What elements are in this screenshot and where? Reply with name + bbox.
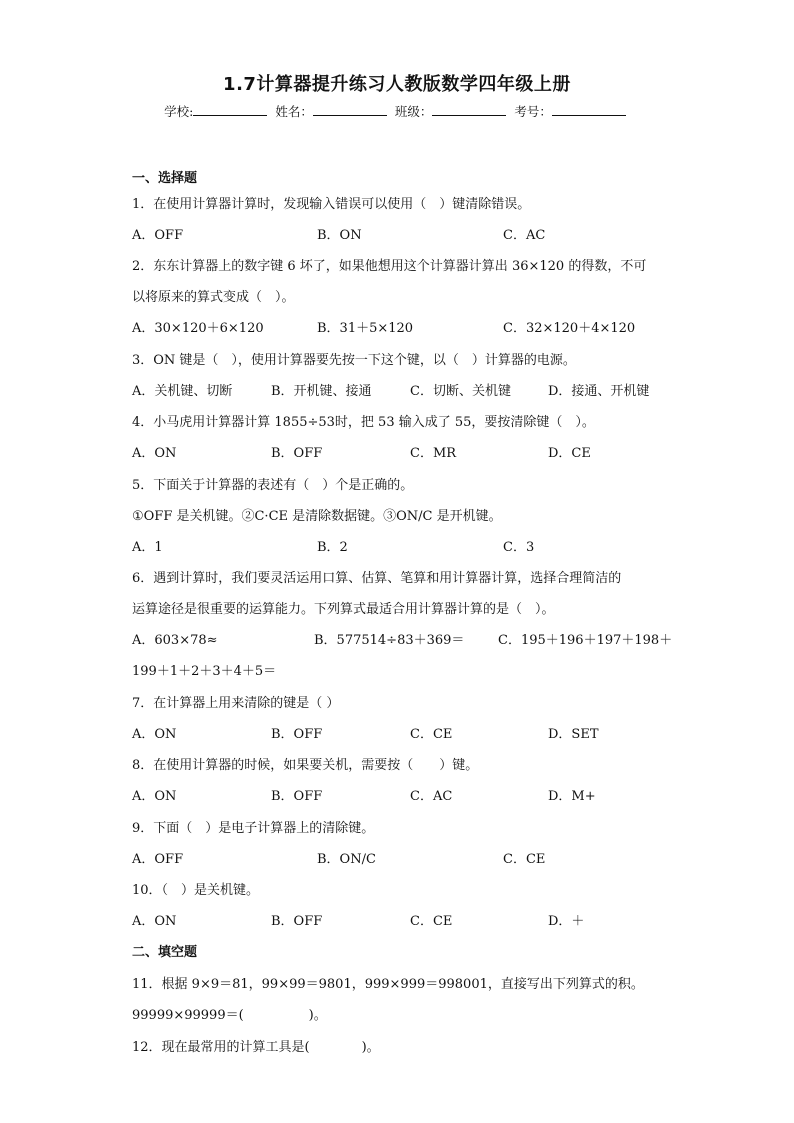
- question-stem: 7．在计算器上用来清除的键是（ ）: [132, 696, 340, 711]
- option-c[interactable]: C．CE: [410, 727, 453, 742]
- option-a[interactable]: A．OFF: [132, 228, 184, 243]
- question-stem: 11．根据 9×9＝81，99×99＝9801，999×999＝998001，直接写出下列算式的积。: [132, 977, 644, 992]
- exam-number-label: 考号：: [514, 104, 552, 119]
- fill-in-blank[interactable]: 99999×99999＝( )。: [132, 1008, 327, 1023]
- option-c[interactable]: C．32×120＋4×120: [503, 321, 636, 336]
- school-label: 学校:: [164, 104, 194, 119]
- name-blank[interactable]: [313, 103, 387, 116]
- option-c[interactable]: C．切断、关机键: [410, 384, 511, 399]
- student-info-row: [0, 102, 794, 120]
- question-statements: ①OFF 是关机键。②C·CE 是清除数据键。③ON/C 是开机键。: [132, 509, 502, 524]
- option-b[interactable]: B．OFF: [271, 914, 323, 929]
- school-blank[interactable]: [193, 103, 267, 116]
- question-stem: 4．小马虎用计算器计算 1855÷53时，把 53 输入成了 55，要按清除键（ ）。: [132, 415, 595, 430]
- option-a[interactable]: A．OFF: [132, 852, 184, 867]
- option-a[interactable]: A．603×78≈: [132, 633, 218, 648]
- option-b[interactable]: B．OFF: [271, 727, 323, 742]
- section-heading-choice: 一、选择题: [132, 171, 198, 186]
- option-row: [132, 380, 672, 398]
- question-stem: 1．在使用计算器计算时，发现输入错误可以使用（ ）键清除错误。: [132, 197, 531, 212]
- option-b[interactable]: B．ON/C: [317, 852, 376, 867]
- option-d[interactable]: D．＋: [548, 914, 585, 929]
- option-row: [132, 536, 672, 554]
- question-stem: 9．下面（ ）是电子计算器上的清除键。: [132, 821, 375, 836]
- option-row: [132, 317, 672, 335]
- question-stem-continued: 以将原来的算式变成（ ）。: [132, 290, 295, 305]
- option-b[interactable]: B．31＋5×120: [317, 321, 414, 336]
- question-stem: 5．下面关于计算器的表述有（ ）个是正确的。: [132, 478, 414, 493]
- option-b[interactable]: B．577514÷83＋369＝: [314, 633, 465, 648]
- option-b[interactable]: B．开机键、接通: [271, 384, 372, 399]
- question-stem: 3．ON 键是（ ），使用计算器要先按一下这个键，以（ ）计算器的电源。: [132, 353, 576, 368]
- option-c[interactable]: C．MR: [410, 446, 457, 461]
- option-a[interactable]: A．ON: [132, 446, 177, 461]
- option-d[interactable]: D．M+: [548, 789, 596, 804]
- page-title: 1.7计算器提升练习人教版数学四年级上册: [223, 74, 571, 95]
- option-a[interactable]: A．ON: [132, 789, 177, 804]
- option-b[interactable]: B．2: [317, 540, 348, 555]
- option-a[interactable]: A．关机键、切断: [132, 384, 233, 399]
- option-row: [132, 785, 672, 803]
- question-stem: 10．（ ）是关机键。: [132, 883, 260, 898]
- question-stem[interactable]: 12．现在最常用的计算工具是( )。: [132, 1040, 380, 1055]
- option-d[interactable]: D．接通、开机键: [548, 384, 650, 399]
- option-c[interactable]: C．CE: [503, 852, 546, 867]
- option-c[interactable]: C．3: [503, 540, 535, 555]
- option-b[interactable]: B．ON: [317, 228, 362, 243]
- option-row: [132, 224, 672, 242]
- name-label: 姓名：: [275, 104, 313, 119]
- option-row: [132, 442, 672, 460]
- class-blank[interactable]: [432, 103, 506, 116]
- option-a[interactable]: A．30×120＋6×120: [132, 321, 264, 336]
- option-c[interactable]: C．CE: [410, 914, 453, 929]
- option-a[interactable]: A．1: [132, 540, 163, 555]
- option-a[interactable]: A．ON: [132, 727, 177, 742]
- option-d[interactable]: D．CE: [548, 446, 591, 461]
- question-stem: 8．在使用计算器的时候，如果要关机，需要按（ ）键。: [132, 758, 479, 773]
- question-stem-continued: 运算途径是很重要的运算能力。下列算式最适合用计算器计算的是（ ）。: [132, 602, 555, 617]
- option-c[interactable]: C．AC: [503, 228, 546, 243]
- question-stem: 6．遇到计算时，我们要灵活运用口算、估算、笔算和用计算器计算，选择合理简洁的: [132, 571, 622, 586]
- class-label: 班级：: [394, 104, 433, 119]
- section-heading-fill-in: 二、填空题: [132, 945, 198, 960]
- exam-number-blank[interactable]: [552, 103, 626, 116]
- option-c[interactable]: C．195＋196＋197＋198＋: [498, 633, 673, 648]
- option-row: [132, 848, 672, 866]
- option-b[interactable]: B．OFF: [271, 789, 323, 804]
- option-a[interactable]: A．ON: [132, 914, 177, 929]
- option-c-continued: 199＋1＋2＋3＋4＋5＝: [132, 664, 277, 679]
- question-stem: 2．东东计算器上的数字键 6 坏了，如果他想用这个计算器计算出 36×120 的得数，不可: [132, 259, 647, 274]
- option-c[interactable]: C．AC: [410, 789, 453, 804]
- option-row: [132, 910, 672, 928]
- option-d[interactable]: D．SET: [548, 727, 599, 742]
- option-row: [132, 629, 672, 647]
- option-b[interactable]: B．OFF: [271, 446, 323, 461]
- option-row: [132, 723, 672, 741]
